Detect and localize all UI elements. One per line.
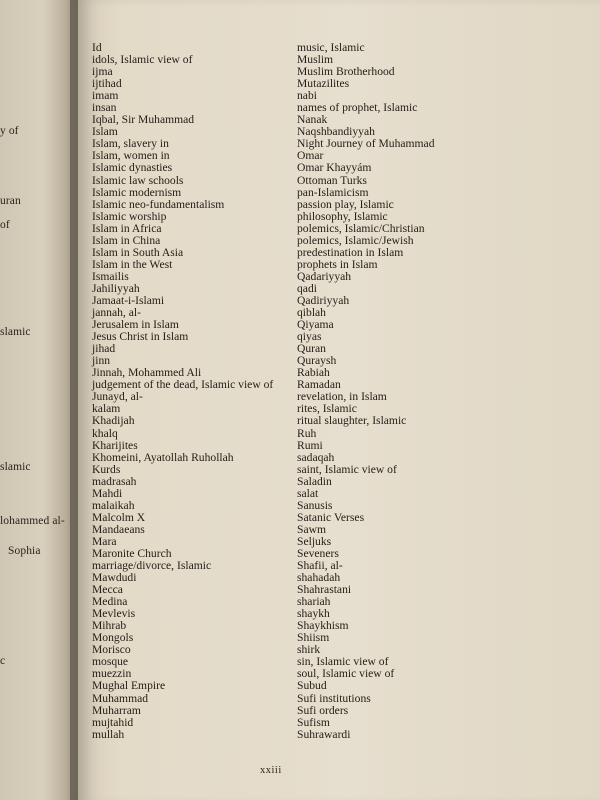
index-entry: Subud — [297, 679, 327, 693]
index-entry: sin, Islamic view of — [297, 655, 389, 669]
index-entry: revelation, in Islam — [297, 390, 387, 404]
page-number: xxiii — [260, 765, 282, 776]
index-entry: Islam in the West — [92, 257, 173, 271]
index-entry: Islam, women in — [92, 149, 170, 163]
index-entry: Jinnah, Mohammed Ali — [92, 366, 202, 380]
index-entry: Seljuks — [297, 534, 332, 548]
index-entry: Sawm — [297, 522, 326, 536]
index-entry: Rumi — [297, 438, 323, 452]
index-entry: mullah — [92, 727, 125, 741]
index-entry: jinn — [92, 354, 111, 368]
index-entry: Mevlevis — [92, 607, 136, 621]
index-entry: Mutazilites — [297, 77, 350, 91]
index-entry: idols, Islamic view of — [92, 53, 193, 67]
index-entry: Muharram — [92, 703, 141, 717]
index-entry: shaykh — [297, 607, 330, 621]
index-entry: Jerusalem in Islam — [92, 318, 179, 332]
left-page — [0, 0, 78, 800]
index-entry: Mecca — [92, 583, 123, 597]
index-entry: khalq — [92, 426, 118, 440]
index-entry: Omar — [297, 149, 324, 163]
index-entry: rites, Islamic — [297, 402, 357, 416]
left-page-fragment: y of — [0, 125, 19, 137]
index-entry: Muslim — [297, 53, 334, 67]
index-entry: Qadiriyyah — [297, 293, 350, 307]
left-page-fragment: slamic — [0, 461, 31, 473]
index-entry: Seveners — [297, 546, 339, 560]
index-entry: Ismailis — [92, 269, 129, 283]
left-page-fragment: uran — [0, 195, 21, 207]
index-entry: qiyas — [297, 330, 322, 344]
index-entry: Medina — [92, 595, 128, 609]
index-column-left — [92, 42, 273, 741]
index-entry: Muslim Brotherhood — [297, 65, 395, 79]
index-entry: Mawdudi — [92, 571, 137, 585]
index-entry: Mahdi — [92, 486, 123, 500]
index-entry: Mandaeans — [92, 522, 145, 536]
index-entry: Islam in China — [92, 233, 161, 247]
index-entry: Quraysh — [297, 354, 337, 368]
index-entry: Iqbal, Sir Muhammad — [92, 113, 195, 127]
index-entry: names of prophet, Islamic — [297, 101, 418, 115]
index-entry: muezzin — [92, 667, 132, 681]
index-entry: Qiyama — [297, 318, 334, 332]
index-entry: Junayd, al- — [92, 390, 143, 404]
index-entry: Shaykhism — [297, 619, 349, 633]
index-entry: jihad — [92, 342, 116, 356]
index-column-right — [297, 42, 435, 741]
index-entry: qadi — [297, 281, 317, 295]
index-entry: kalam — [92, 402, 121, 416]
index-entry: shirk — [297, 643, 321, 657]
index-entry: sadaqah — [297, 450, 335, 464]
index-entry: salat — [297, 486, 319, 500]
index-entry: Sanusis — [297, 498, 333, 512]
index-entry: polemics, Islamic/Christian — [297, 221, 425, 235]
index-entry: Islamic modernism — [92, 185, 182, 199]
index-entry: malaikah — [92, 498, 135, 512]
index-entry: Mughal Empire — [92, 679, 166, 693]
left-page-fragment: slamic — [0, 326, 31, 338]
index-entry: Naqshbandiyyah — [297, 125, 375, 139]
index-entry: jannah, al- — [92, 306, 141, 320]
index-entry: Kurds — [92, 462, 121, 476]
index-entry: Islam, slavery in — [92, 137, 169, 151]
index-entry: Saladin — [297, 474, 332, 488]
index-entry: ijma — [92, 65, 113, 79]
index-entry: ritual slaughter, Islamic — [297, 414, 407, 428]
index-entry: Satanic Verses — [297, 510, 365, 524]
index-entry: Islam in South Asia — [92, 245, 184, 259]
index-entry: Muhammad — [92, 691, 149, 705]
index-entry: saint, Islamic view of — [297, 462, 397, 476]
index-entry: Night Journey of Muhammad — [297, 137, 435, 151]
index-entry: Id — [92, 41, 102, 54]
index-entry: Mihrab — [92, 619, 127, 633]
index-entry: Islam — [92, 125, 118, 139]
index-entry: mujtahid — [92, 715, 134, 729]
index-entry: philosophy, Islamic — [297, 209, 388, 223]
index-entry: Sufi orders — [297, 703, 349, 717]
index-entry: Mongols — [92, 631, 134, 645]
index-entry: Sufism — [297, 715, 330, 729]
index-entry: Rabiah — [297, 366, 330, 380]
index-entry: pan-Islamicism — [297, 185, 369, 199]
index-entry: ijtihad — [92, 77, 122, 91]
index-entry: Maronite Church — [92, 546, 172, 560]
index-entry: Mara — [92, 534, 117, 548]
index-entry: Khadijah — [92, 414, 135, 428]
index-entry: Shahrastani — [297, 583, 352, 597]
index-entry: imam — [92, 89, 119, 103]
index-entry: mosque — [92, 655, 129, 669]
index-entry: Shiism — [297, 631, 330, 645]
index-entry: judgement of the dead, Islamic view of — [92, 378, 274, 392]
index-entry: nabi — [297, 89, 317, 103]
index-entry: Ruh — [297, 426, 317, 440]
index-entry: insan — [92, 101, 117, 115]
index-entry: Qadariyyah — [297, 269, 352, 283]
index-entry: Islamic dynasties — [92, 161, 173, 175]
index-entry: prophets in Islam — [297, 257, 378, 271]
index-entry: Malcolm X — [92, 510, 146, 524]
left-page-fragment: c — [0, 655, 6, 667]
index-entry: Islam in Africa — [92, 221, 162, 235]
index-entry: Suhrawardi — [297, 727, 351, 741]
left-page-fragment: of — [0, 219, 10, 231]
index-entry: predestination in Islam — [297, 245, 404, 259]
index-entry: Jesus Christ in Islam — [92, 330, 189, 344]
index-entry: Nanak — [297, 113, 328, 127]
right-page — [78, 0, 600, 800]
index-entry: Morisco — [92, 643, 131, 657]
index-entry: passion play, Islamic — [297, 197, 394, 211]
left-page-fragment: lohammed al- — [0, 515, 65, 527]
index-entry: music, Islamic — [297, 41, 365, 54]
index-entry: qiblah — [297, 306, 326, 320]
index-entry: Khomeini, Ayatollah Ruhollah — [92, 450, 234, 464]
index-entry: polemics, Islamic/Jewish — [297, 233, 414, 247]
index-entry: Islamic neo-fundamentalism — [92, 197, 225, 211]
index-entry: marriage/divorce, Islamic — [92, 559, 212, 573]
index-entry: shahadah — [297, 571, 341, 585]
index-entry: Kharijites — [92, 438, 138, 452]
index-entry: soul, Islamic view of — [297, 667, 395, 681]
index-entry: Jahiliyyah — [92, 281, 140, 295]
index-entry: Islamic law schools — [92, 173, 184, 187]
index-entry: Sufi institutions — [297, 691, 371, 705]
index-entry: shariah — [297, 595, 331, 609]
index-entry: madrasah — [92, 474, 137, 488]
index-entry: Shafii, al- — [297, 559, 343, 573]
left-page-fragment: Sophia — [8, 545, 41, 557]
index-entry: Ottoman Turks — [297, 173, 367, 187]
index-entry: Omar Khayyám — [297, 161, 372, 175]
index-entry: Islamic worship — [92, 209, 167, 223]
index-entry: Quran — [297, 342, 326, 356]
index-entry: Ramadan — [297, 378, 341, 392]
index-entry: Jamaat-i-Islami — [92, 293, 165, 307]
